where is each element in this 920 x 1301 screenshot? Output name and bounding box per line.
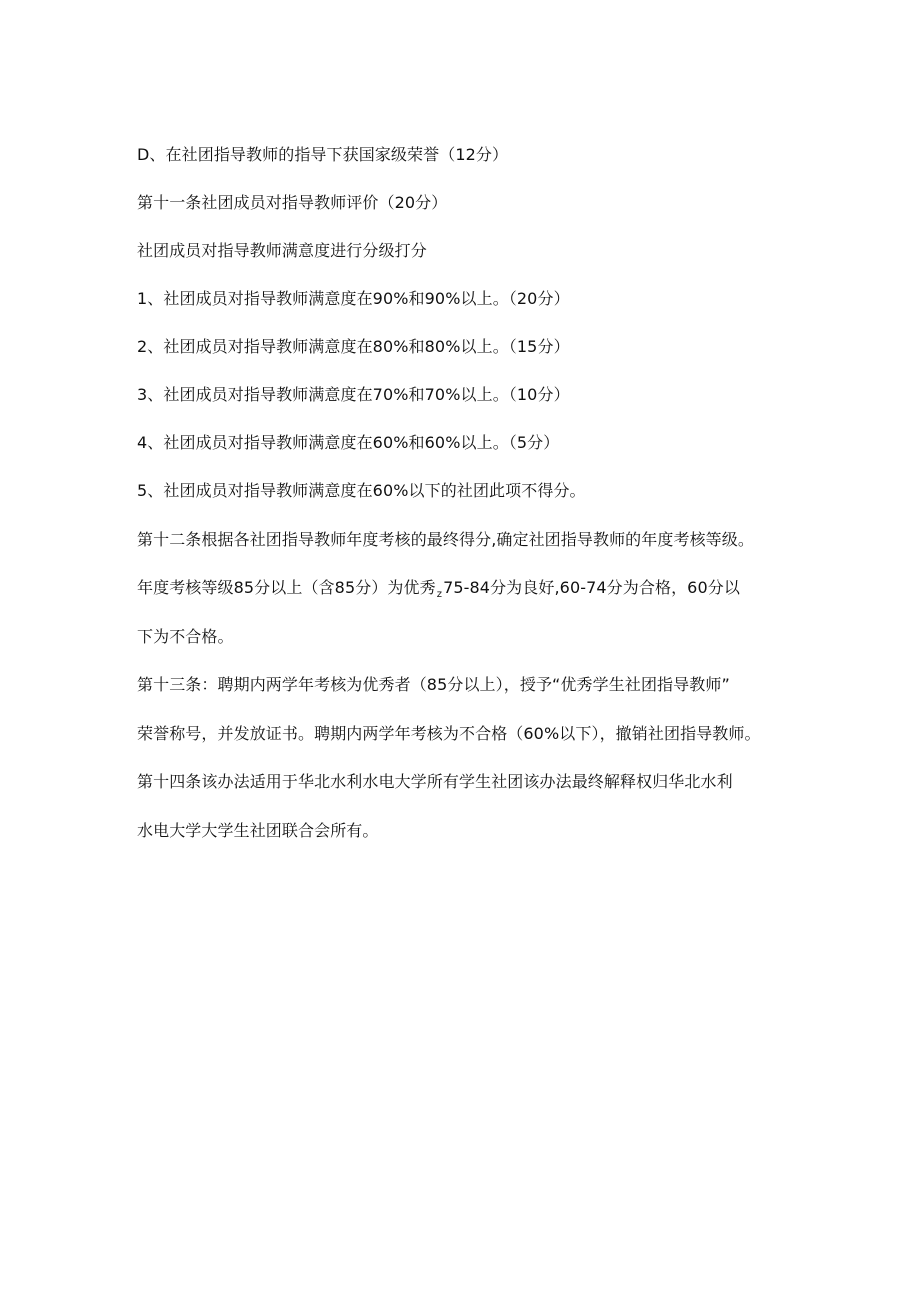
article-11-heading: 第十一条社团成员对指导教师评价（20分）: [137, 193, 448, 212]
text-line-rating-intro: 社团成员对指导教师满意度进行分级打分: [137, 241, 427, 260]
text-line-item-1: 1、社团成员对指导教师满意度在90%和90%以上。（20分）: [137, 289, 570, 308]
grade-levels-part-1: 年度考核等级85分以上（含85分）为优秀: [137, 578, 436, 597]
text-line-d-item: D、在社团指导教师的指导下获国家级荣誉（12分）: [137, 145, 509, 164]
article-13-text: 第十三条：聘期内两学年考核为优秀者（85分以上），授予“优秀学生社团指导教师”: [137, 675, 730, 694]
grade-levels-mark: z: [436, 589, 443, 600]
text-line-grade-levels-end: 下为不合格。: [137, 627, 234, 646]
grade-levels-part-2: 75-84分为良好,60-74分为合格，60分以: [443, 578, 740, 597]
text-line-grade-levels: [137, 578, 740, 605]
article-14-text: 第十四条该办法适用于华北水利水电大学所有学生社团该办法最终解释权归华北水利: [137, 772, 733, 791]
text-line-item-2: 2、社团成员对指导教师满意度在80%和80%以上。（15分）: [137, 337, 570, 356]
text-line-item-5: 5、社团成员对指导教师满意度在60%以下的社团此项不得分。: [137, 481, 586, 500]
text-line-item-4: 4、社团成员对指导教师满意度在60%和60%以上。（5分）: [137, 433, 560, 452]
article-13-text-cont: 荣誉称号，并发放证书。聘期内两学年考核为不合格（60%以下），撤销社团指导教师。: [137, 724, 761, 743]
text-line-item-3: 3、社团成员对指导教师满意度在70%和70%以上。（10分）: [137, 385, 570, 404]
article-12-text: 第十二条根据各社团指导教师年度考核的最终得分,确定社团指导教师的年度考核等级。: [137, 530, 754, 549]
article-14-text-cont: 水电大学大学生社团联合会所有。: [137, 821, 379, 840]
